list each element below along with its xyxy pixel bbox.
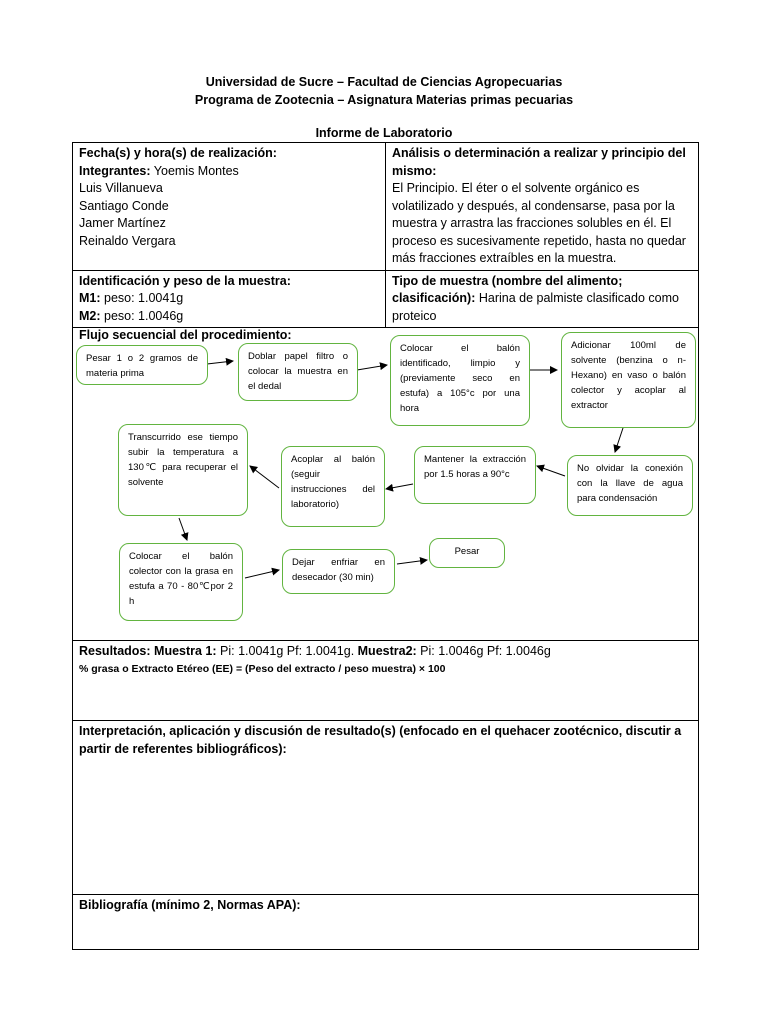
m2-label: M2: [79,308,101,323]
arrow-5-6 [537,466,565,476]
cell-bibliography [73,895,699,950]
results-line [79,643,692,661]
results-formula: % grasa o Extracto Etéreo (EE) = (Peso del extracto / peso muestra) × 100 [79,662,446,675]
m1-label: M1: [79,291,101,305]
arrow-6-7 [386,484,413,489]
arrow-8-9 [179,518,187,540]
m2-value: peso: 1.0046g [100,308,184,323]
row-results [73,641,699,721]
arrow-10-11 [397,560,427,564]
cell-interpretation [73,721,699,895]
flow-step-2: Doblar papel filtro o colocar la muestra en el dedal [238,343,358,401]
members-line [79,163,379,181]
row-sample [73,270,699,328]
bibliography-label: Bibliografía (mínimo 2, Normas APA): [79,898,301,912]
flow-step-9: Colocar el balón colector con la grasa en estufa a 70 - 80℃por 2 h [119,543,243,621]
m1-line [79,290,379,308]
sample-type-value: Harina de palmiste clasificado como proteico [392,291,679,323]
principle-text: El Principio. El éter o el solvente orgánico es volatilizado y después, al condensarse, pasa por la muestra y arrastra las fracciones solubles en él. El proceso es sucesivamente repetido, hasta no quedar más fracciones extraíbles en la muestra. [392,181,686,265]
interpretation-label: Interpretación, aplicación y discusión de resultado(s) (enfocado en el quehacer zootécnico, discutir a partir de referentes bibliográficos): [79,724,682,756]
m2-line [79,308,379,326]
flow-step-7: Acoplar al balón (seguir instrucciones del laboratorio) [281,446,385,527]
flow-step-4: Adicionar 100ml de solvente (benzina o n-Hexano) en vaso o balón colector y acoplar al extractor [561,332,696,428]
arrow-7-8 [250,466,279,488]
flow-step-1: Pesar 1 o 2 gramos de materia prima [76,345,208,385]
member-1: Yoemis Montes [153,163,239,178]
member-3: Santiago Conde [79,198,169,213]
results-label: Resultados: [79,644,151,658]
cell-flow [73,328,699,641]
flow-step-3: Colocar el balón identificado, limpio y (previamente seco en estufa) a 105°c por una hora [390,335,530,426]
cell-results [73,641,699,721]
m1-value: peso: 1.0041g [100,291,184,305]
flow-step-5: No olvidar la conexión con la llave de agua para condensación [567,455,693,516]
flowchart [73,328,698,640]
row-bibliography [73,895,699,950]
report-table [72,142,699,950]
flow-step-8: Transcurrido ese tiempo subir la temperatura a 130℃ para recuperar el solvente [118,424,248,516]
row-general-info [73,143,699,271]
header-program: Programa de Zootecnia – Asignatura Materias primas pecuarias [194,93,574,107]
sample-type-label: Tipo de muestra (nombre del alimento; clasificación): [392,273,623,305]
header-institution: Universidad de Sucre – Facultad de Ciencias Agropecuarias [205,75,563,89]
member-2: Luis Villanueva [79,181,163,195]
arrow-4-5 [615,428,623,452]
analysis-label: Análisis o determinación a realizar y principio del mismo: [392,146,686,178]
flow-step-11: Pesar [429,538,505,568]
member-5: Reinaldo Vergara [79,233,176,248]
members-label: Integrantes: [79,163,151,178]
results-m1-value: Pi: 1.0041g Pf: 1.0041g. [216,644,358,658]
arrow-2-3 [357,365,387,370]
row-interpretation [73,721,699,895]
results-m2-value: Pi: 1.0046g Pf: 1.0046g [416,644,551,658]
cell-analysis [386,143,699,271]
row-flow [73,328,699,641]
flow-step-6: Mantener la extracción por 1.5 horas a 90°c [414,446,536,504]
flow-step-10: Dejar enfriar en desecador (30 min) [282,549,395,594]
results-m2-label: Muestra2: [357,644,417,658]
cell-date-members [73,143,386,271]
arrow-9-10 [245,570,279,578]
date-label: Fecha(s) y hora(s) de realización: [79,146,277,160]
cell-sample-id [73,270,386,328]
sample-id-label: Identificación y peso de la muestra: [79,273,291,288]
arrow-1-2 [207,361,233,364]
report-title: Informe de Laboratorio [315,126,453,140]
flow-label: Flujo secuencial del procedimiento: [79,328,292,342]
cell-sample-type [386,270,699,328]
member-4: Jamer Martínez [79,216,166,230]
results-m1-label: Muestra 1: [154,644,217,658]
